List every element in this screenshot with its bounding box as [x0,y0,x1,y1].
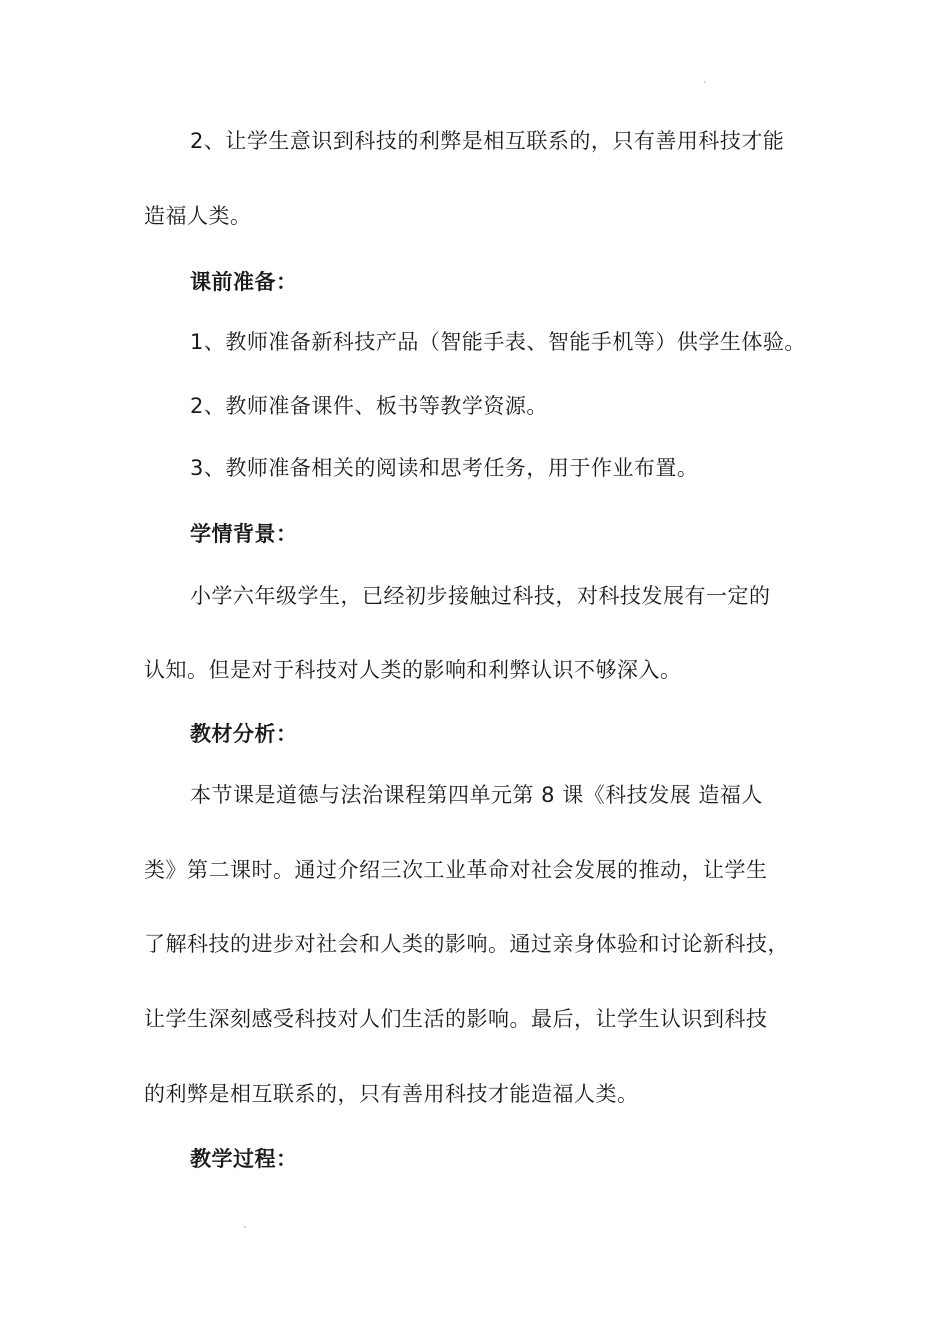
analysis-line-2: 类》第二课时。通过介绍三次工业革命对社会发展的推动，让学生 [144,858,768,882]
analysis-line-1: 本节课是道德与法治课程第四单元第 8 课《科技发展 造福人 [190,783,763,807]
goal-2-line-1: 2、让学生意识到科技的利弊是相互联系的，只有善用科技才能 [190,129,785,153]
section-heading-preparation: 课前准备： [190,270,298,294]
analysis-line-4: 让学生深刻感受科技对人们生活的影响。最后，让学生认识到科技 [144,1007,768,1031]
scan-speck-top [704,81,706,83]
analysis-line-3: 了解科技的进步对社会和人类的影响。通过亲身体验和讨论新科技， [144,932,789,956]
section-heading-process: 教学过程： [190,1147,298,1171]
goal-2-line-2: 造福人类。 [144,204,252,228]
background-line-2: 认知。但是对于科技对人类的影响和利弊认识不够深入。 [144,658,682,682]
preparation-item-1: 1、教师准备新科技产品（智能手表、智能手机等）供学生体验。 [190,330,806,354]
scan-speck-bottom [244,1226,246,1228]
background-line-1: 小学六年级学生，已经初步接触过科技，对科技发展有一定的 [190,584,771,608]
preparation-item-3: 3、教师准备相关的阅读和思考任务，用于作业布置。 [190,456,699,480]
section-heading-analysis: 教材分析： [190,722,298,746]
section-heading-background: 学情背景： [190,522,298,546]
analysis-line-5: 的利弊是相互联系的，只有善用科技才能造福人类。 [144,1082,639,1106]
preparation-item-2: 2、教师准备课件、板书等教学资源。 [190,394,548,418]
